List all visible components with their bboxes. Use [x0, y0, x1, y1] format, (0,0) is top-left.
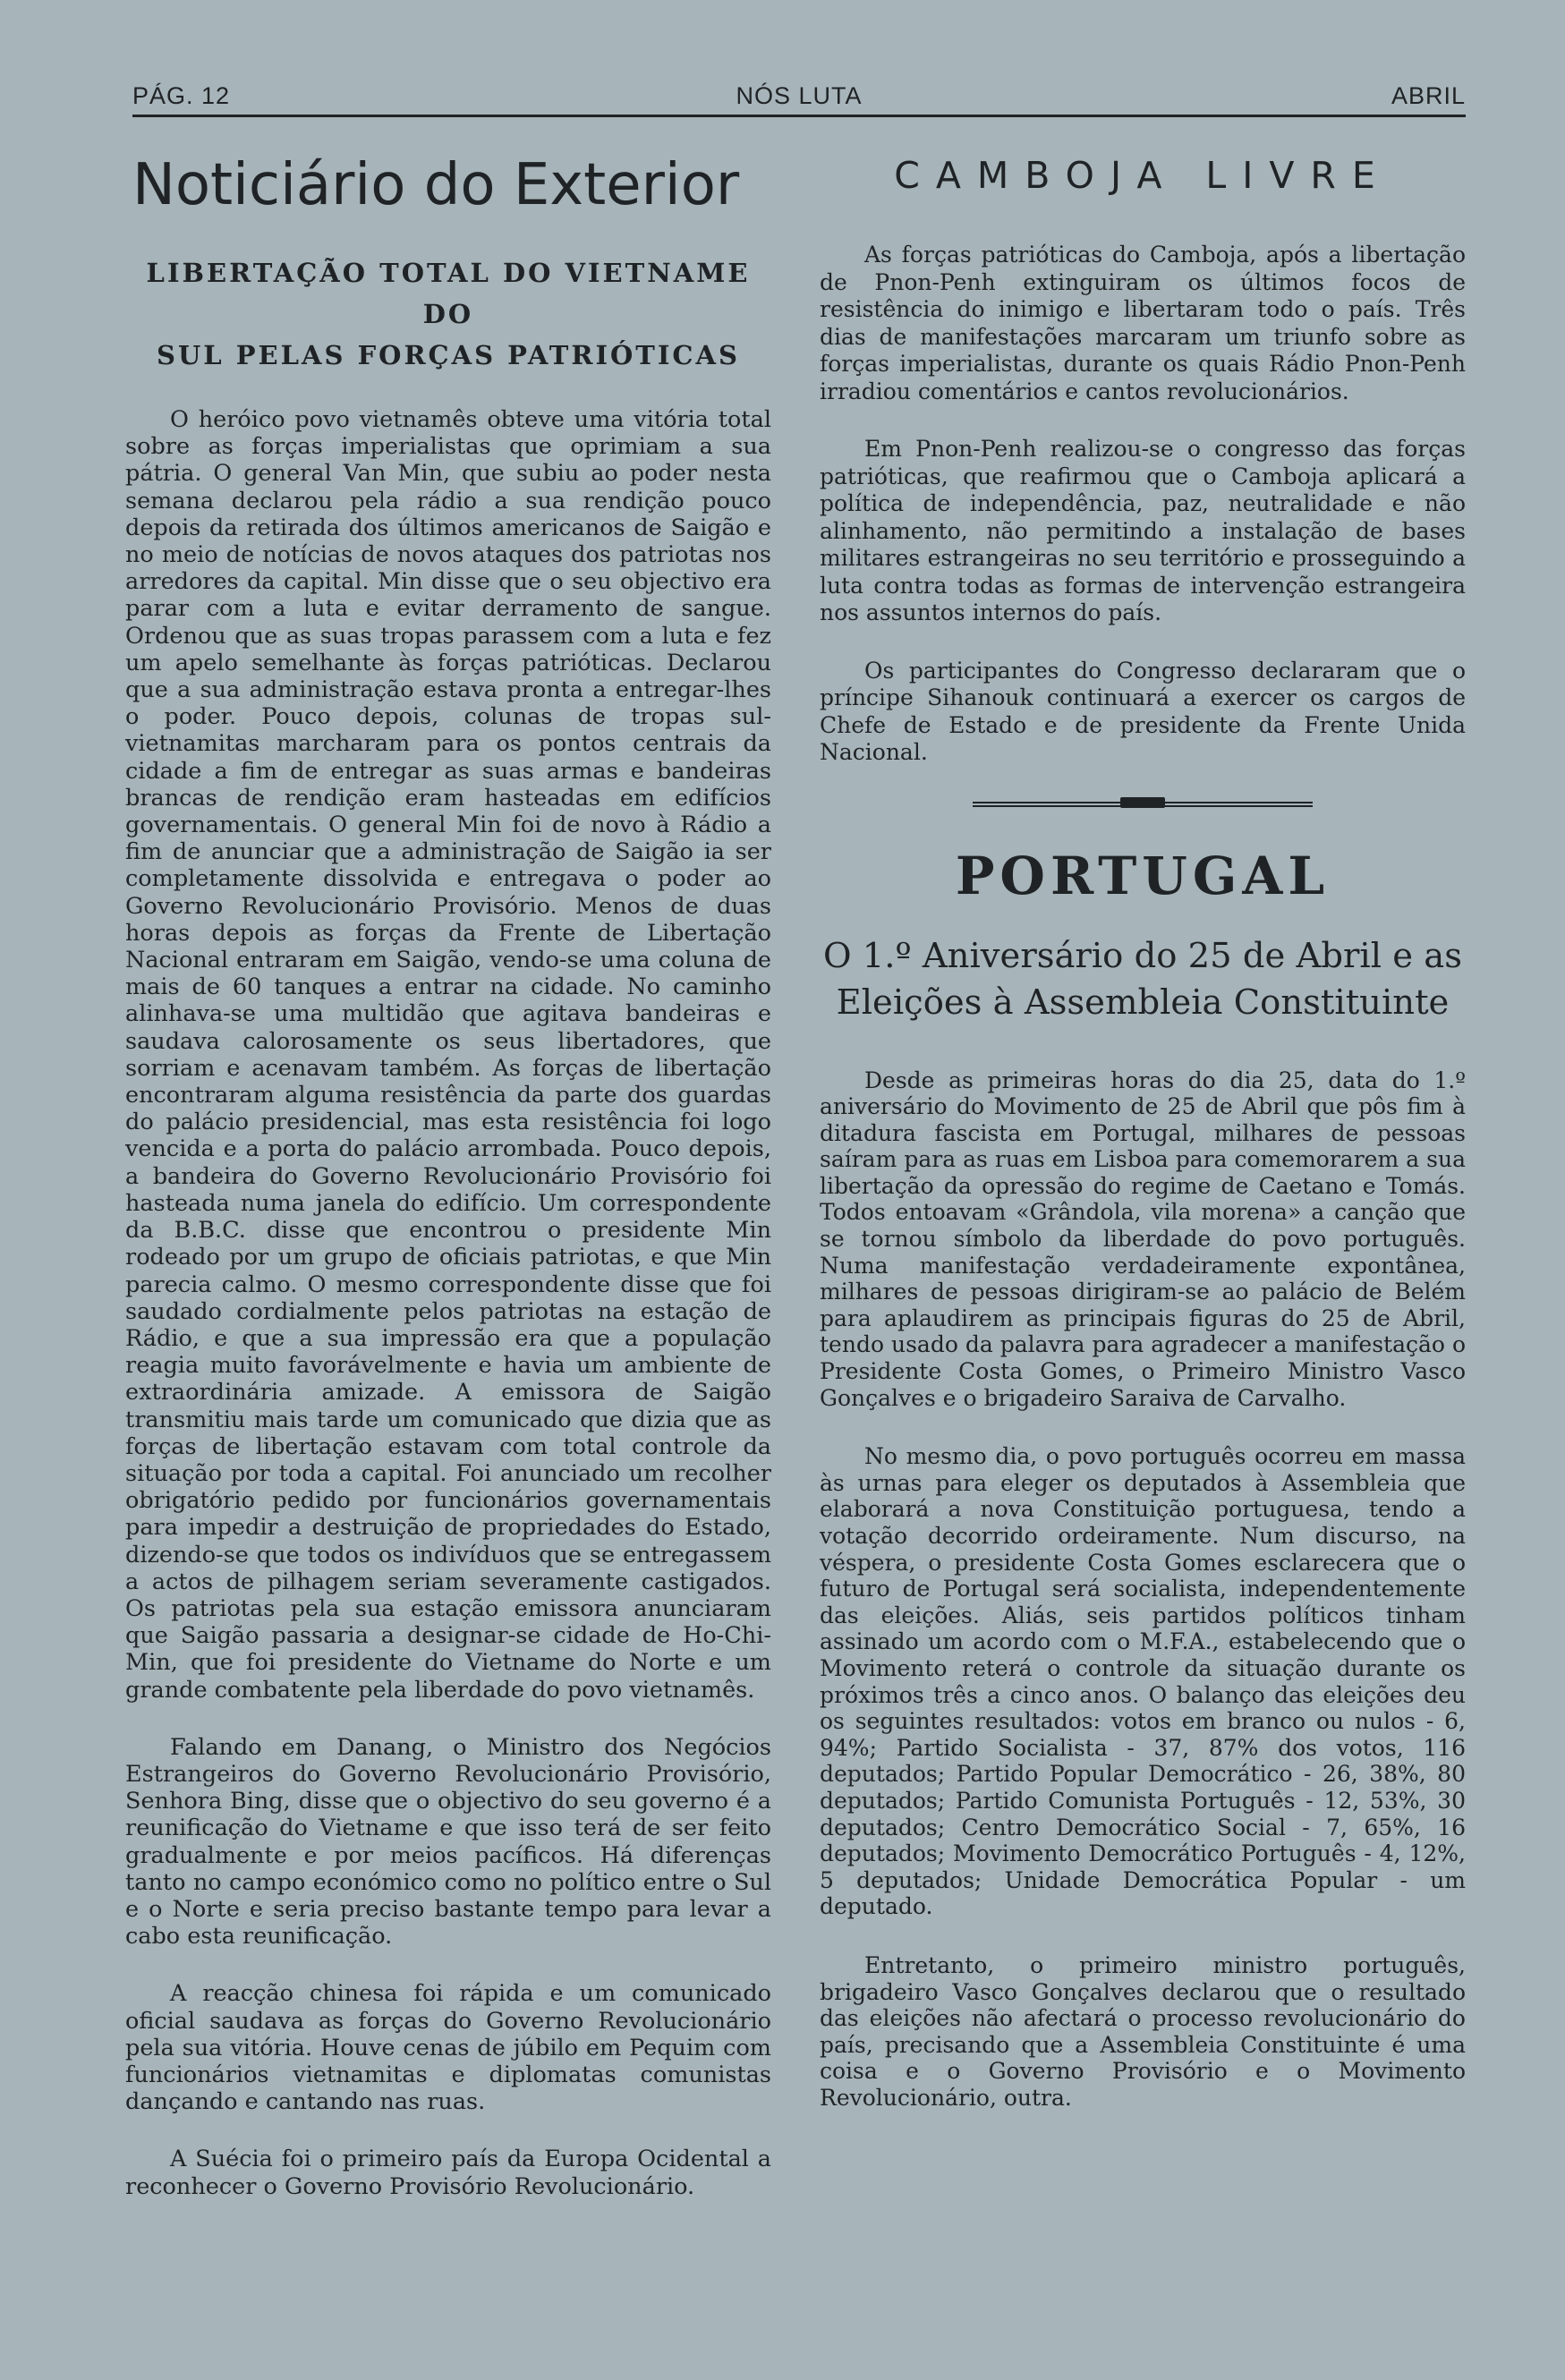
portugal-title: PORTUGAL — [955, 845, 1331, 906]
camboja-article — [820, 154, 1466, 767]
article-paragraph: Falando em Danang, o Ministro dos Negócios Estrangeiros do Governo Revolucionário Provisório, Senhora Bing, disse que o objectivo do seu governo é a reunificação do Vietname e que isso terá de ser feito gradualmente e por meios pacíficos. Há diferenças tanto no campo económico como no político entre o Sul e o Norte e seria preciso bastante tempo para levar a cabo esta reunificação. — [125, 1733, 771, 1951]
left-column — [125, 134, 771, 2231]
subtitle-line: O 1.º Aniversário do 25 de Abril e as — [823, 935, 1462, 976]
article-paragraph: A Suécia foi o primeiro país da Europa Ocidental a reconhecer o Governo Provisório Revolucionário. — [125, 2146, 771, 2200]
vietnam-article — [125, 406, 771, 2200]
portugal-article — [820, 846, 1466, 2112]
issue-month: ABRIL — [1391, 82, 1466, 109]
headline-line: LIBERTAÇÃO TOTAL DO VIETNAME DO — [146, 258, 751, 329]
article-paragraph: Os participantes do Congresso declararam que o príncipe Sihanouk continuará a exercer os cargos de Chefe de Estado e de presidente da Frente Unida Nacional. — [820, 657, 1466, 765]
section-title: Noticiário do Exterior — [132, 152, 740, 218]
article-paragraph: Desde as primeiras horas do dia 25, data do 1.º aniversário do Movimento de 25 de Abril que pôs fim à ditadura fascista em Portugal, milhares de pessoas saíram para as ruas em Lisboa para comemorarem a sua libertação da opressão do regime de Caetano e Tomás. Todos entoavam «Grândola, vila morena» a canção que se tornou símbolo da liberdade do povo português. Numa manifestação verdadeiramente expontânea, milhares de pessoas dirigiram-se ao palácio de Belém para aplaudirem as principais figuras do 25 de Abril, tendo usado da palavra para agradecer a manifestação o Presidente Costa Gomes, o Primeiro Ministro Vasco Gonçalves e o brigadeiro Saraiva de Carvalho. — [820, 1067, 1466, 1411]
article-paragraph: O heróico povo vietnamês obteve uma vitória total sobre as forças imperialistas que oprimiam a sua pátria. O general Van Min, que subiu ao poder nesta semana declarou pela rádio a sua rendição pouco depois da retirada dos últimos americanos de Saigão e no meio de notícias de novos ataques dos patriotas nos arredores da capital. Min disse que o seu objectivo era parar com a luta e evitar derramento de sangue. Ordenou que as suas tropas parassem com a luta e fez um apelo semelhante às forças patrióticas. Declarou que a sua administração estava pronta a entregar-lhes o poder. Pouco depois, colunas de tropas sul-vietnamitas marcharam para os pontos centrais da cidade a fim de entregar as suas armas e bandeiras brancas de rendição eram hasteadas em edifícios governamentais. O general Min foi de novo à Rádio a fim de anunciar que a administração de Saigão ia ser completamente dissolvida e entregava o poder ao Governo Revolucionário Provisório. Menos de duas horas depois as forças da Frente de Libertação Nacional entraram em Saigão, vendo-se uma coluna de mais de 60 tanques a entrar na cidade. No caminho alinhava-se uma multidão que agitava bandeiras e saudava calorosamente os seus libertadores, que sorriam e acenavam também. As forças de libertação encontraram alguma resistência da parte dos guardas do palácio presidencial, mas esta resistência foi logo vencida e a porta do palácio arrombada. Pouco depois, a bandeira do Governo Revolucionário Provisório foi hasteada numa janela do edifício. Um correspondente da B.B.C. disse que encontrou o presidente Min rodeado por um grupo de oficiais patriotas, e que Min parecia calmo. O mesmo correspondente disse que foi saudado cordialmente pelos patriotas na estação de Rádio, e que a sua impressão era que a população reagia muito favorávelmente e havia um ambiente de extraordinária amizade. A emissora de Saigão transmitiu mais tarde um comunicado que dizia que as forças de libertação estavam com total controle da situação por toda a capital. Foi anunciado um recolher obrigatório pedido por funcionários governamentais para impedir a destruição de propriedades do Estado, dizendo-se que todos os indivíduos que se entregassem a actos de pilhagem seriam severamente castigados. Os patriotas pela sua estação emissora anunciaram que Saigão passaria a designar-se cidade de Ho-Chi-Min, que foi presidente do Vietname do Norte e um grande combatente pela liberdade do povo vietnamês. — [125, 406, 771, 1704]
article-paragraph: As forças patrióticas do Camboja, após a libertação de Pnon-Penh extinguiram os últimos focos de resistência do inimigo e libertaram todo o país. Três dias de manifestações marcaram um triunfo sobre as forças imperialistas, durante os quais Rádio Pnon-Penh irradiou comentários e cantos revolucionários. — [820, 242, 1466, 404]
article-paragraph: A reacção chinesa foi rápida e um comunicado oficial saudava as forças do Governo Revolucionário pela sua vitória. Houve cenas de júbilo em Pequim com funcionários vietnamitas e diplomatas comunistas dançando e cantando nas ruas. — [125, 1980, 771, 2116]
article-paragraph: Entretanto, o primeiro ministro português, brigadeiro Vasco Gonçalves declarou que o resultado das eleições não afectará o processo revolucionário do país, precisando que a Assembleia Constituinte é uma coisa e o Governo Provisório e o Movimento Revolucionário, outra. — [820, 1951, 1466, 2111]
camboja-title: CAMBOJA LIVRE — [894, 154, 1391, 197]
page-number: PÁG. 12 — [132, 82, 231, 109]
publication-name: NÓS LUTA — [736, 82, 863, 109]
page-header — [132, 79, 1466, 117]
article-paragraph: Em Pnon-Penh realizou-se o congresso das forças patrióticas, que reafirmou que o Camboja aplicará a política de independência, paz, neutralidade e não alinhamento, não permitindo a instalação de bases militares estrangeiras no seu território e prosseguindo a luta contra todas as formas de intervenção estrangeira nos assuntos internos do país. — [820, 436, 1466, 625]
vietnam-headline — [125, 252, 771, 376]
article-paragraph: No mesmo dia, o povo português ocorreu em massa às urnas para eleger os deputados à Assembleia que elaborará a nova Constituição portuguesa, tendo a votação decorrido ordeiramente. Num discurso, na véspera, o presidente Costa Gomes esclarecera que o futuro de Portugal será socialista, independentemente das eleições. Aliás, seis partidos políticos tinham assinado um acordo com o M.F.A., estabelecendo que o Movimento reterá o controle da situação durante os próximos três a cinco anos. O balanço das eleições deu os seguintes resultados: votos em branco ou nulos - 6, 94%; Partido Socialista - 37, 87% dos votos, 116 deputados; Partido Popular Democrático - 26, 38%, 80 deputados; Partido Comunista Português - 12, 53%, 30 deputados; Centro Democrático Social - 7, 65%, 16 deputados; Movimento Democrático Português - 4, 12%, 5 deputados; Unidade Democrática Popular - um deputado. — [820, 1443, 1466, 1920]
section-divider — [973, 797, 1313, 810]
divider-ornament-icon — [1120, 797, 1165, 808]
headline-line: SUL PELAS FORÇAS PATRIÓTICAS — [157, 340, 740, 370]
portugal-subtitle — [820, 933, 1466, 1026]
subtitle-line: Eleições à Assembleia Constituinte — [836, 982, 1450, 1023]
right-column — [820, 134, 1466, 2143]
